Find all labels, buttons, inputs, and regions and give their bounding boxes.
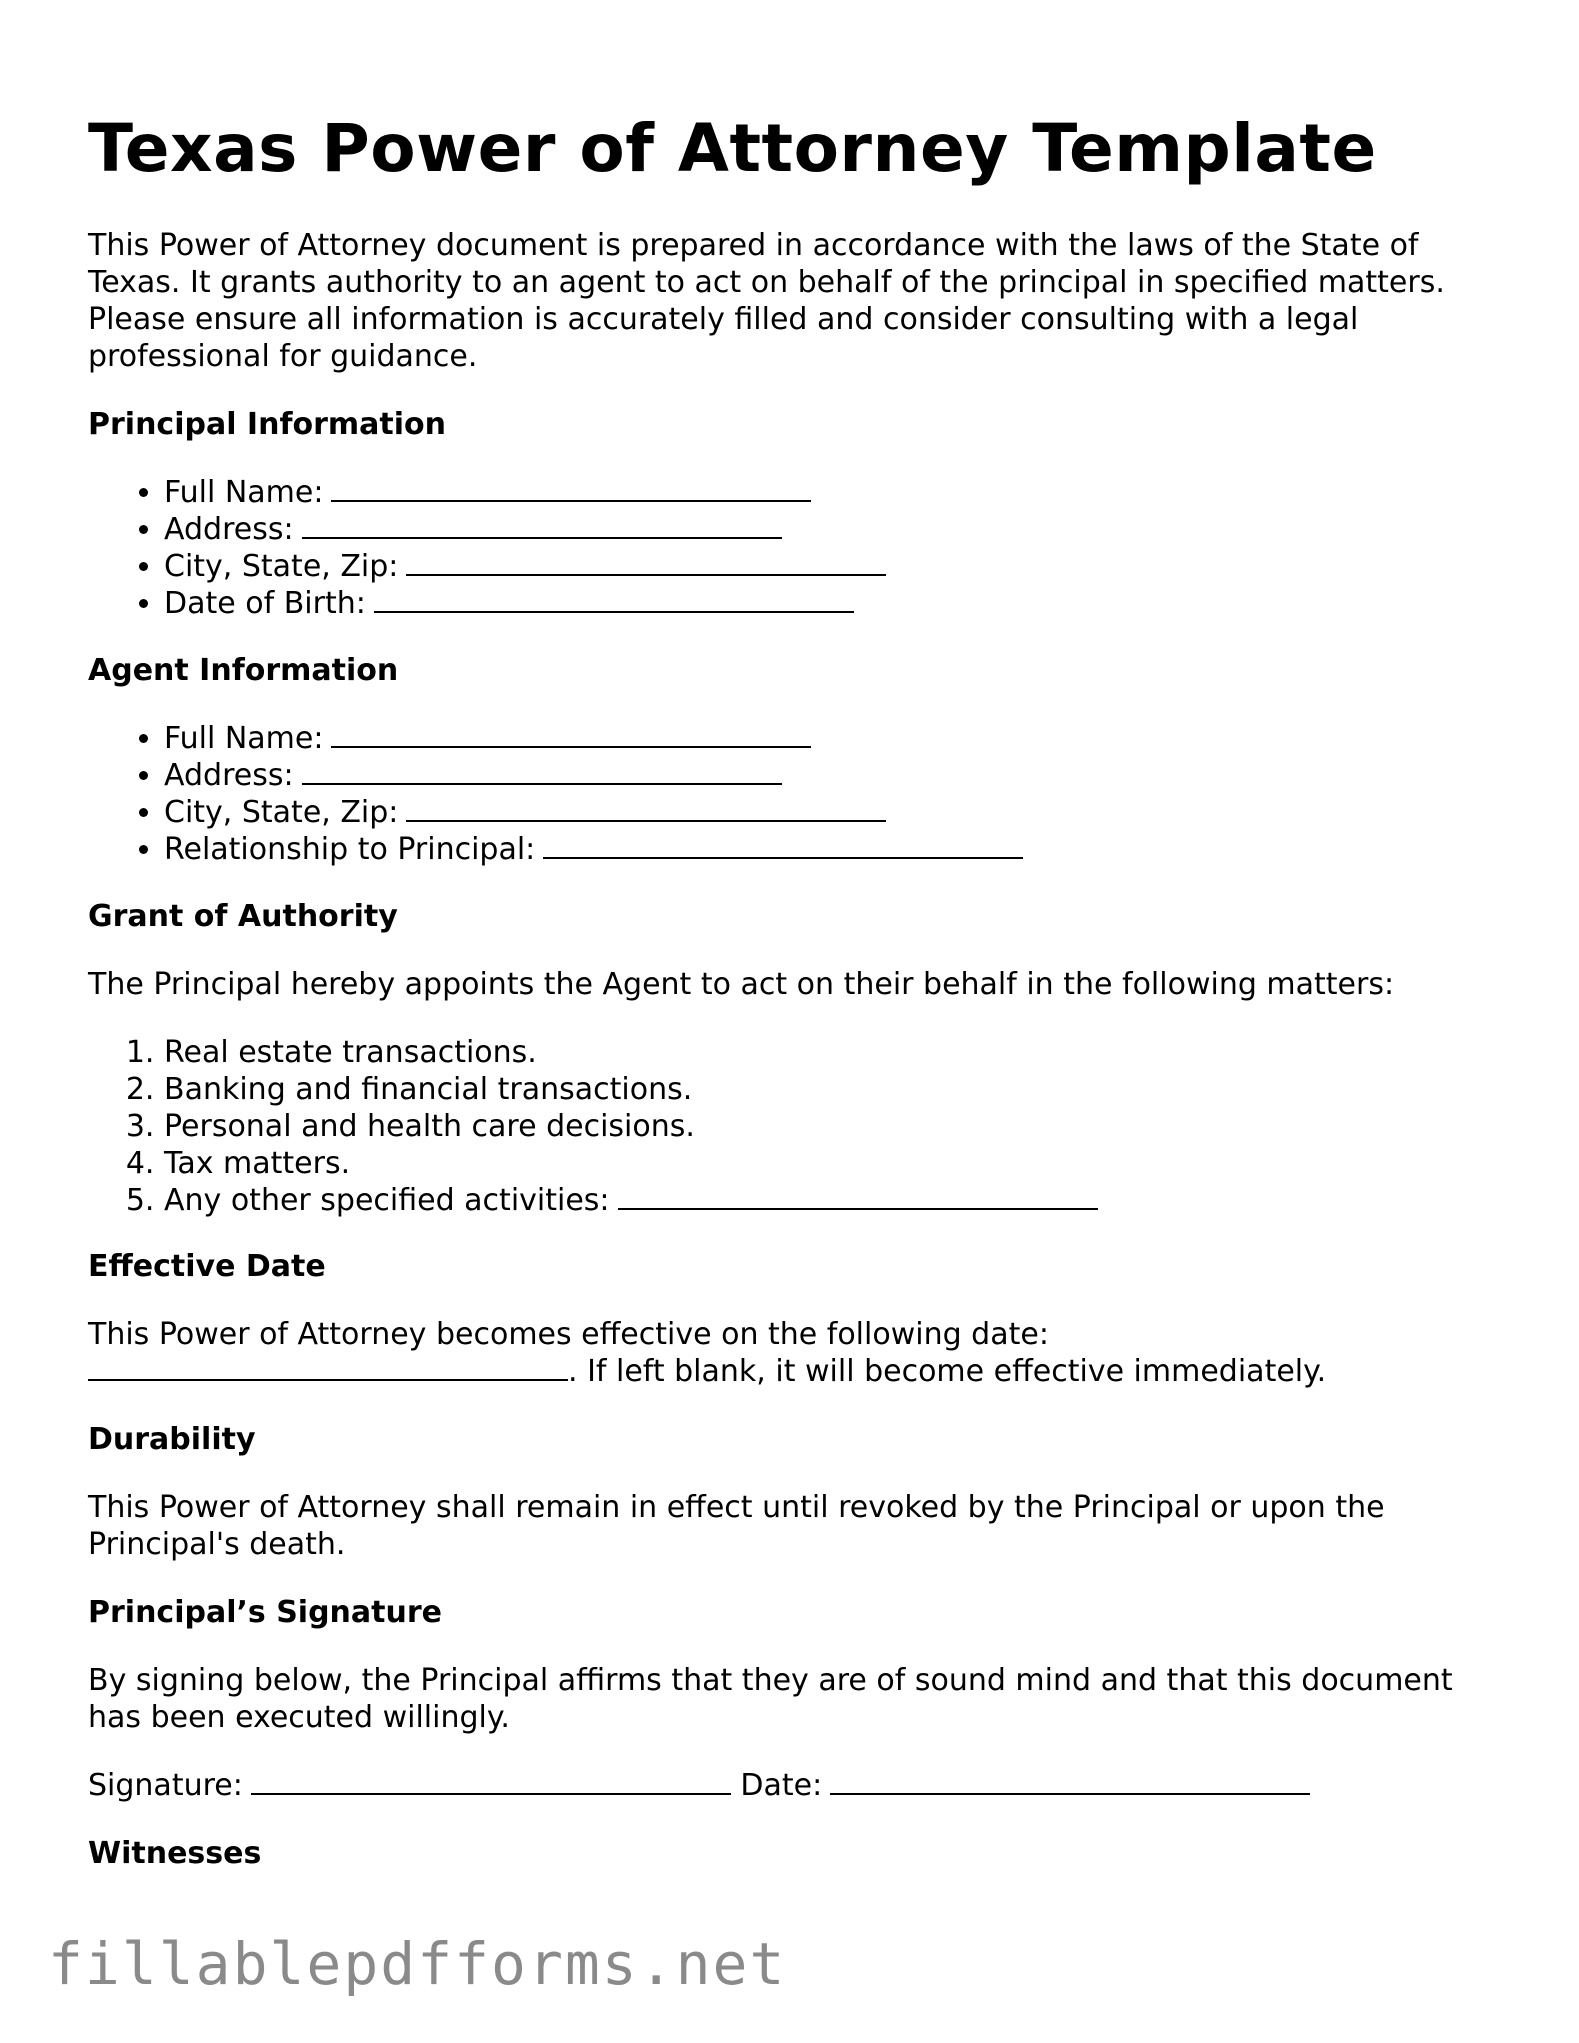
- signature-blank[interactable]: [251, 1767, 731, 1795]
- agent-fields-list: [88, 720, 1023, 868]
- page-title: Texas Power of Attorney Template: [88, 110, 1377, 187]
- full-name-blank[interactable]: [331, 474, 811, 502]
- signature-line: Signature: Date:: [88, 1767, 1310, 1804]
- other-activities-blank[interactable]: [618, 1182, 1098, 1210]
- agent-city-state-zip-blank[interactable]: [406, 794, 886, 822]
- signature-text: By signing below, the Principal affirms that they are of sound mind and that this document has been executed willingly.: [88, 1663, 1453, 1735]
- list-item: • City, State, Zip:: [164, 794, 1023, 831]
- list-item: • Relationship to Principal:: [164, 831, 1023, 868]
- authority-items-list: [88, 1034, 1098, 1219]
- agent-heading: Agent Information: [88, 653, 399, 688]
- list-item: • Full Name:: [164, 720, 1023, 757]
- effective-text: This Power of Attorney becomes effective on the following date: . If left blank, it will become effective immediately.: [88, 1317, 1327, 1389]
- address-blank[interactable]: [302, 511, 782, 539]
- witnesses-heading: Witnesses: [88, 1836, 262, 1871]
- principal-heading: Principal Information: [88, 407, 447, 442]
- list-item: • Address:: [164, 511, 886, 548]
- watermark: fillablepdfforms.net: [48, 1930, 787, 1998]
- list-item: • City, State, Zip:: [164, 548, 886, 585]
- signature-date-blank[interactable]: [830, 1767, 1310, 1795]
- principal-fields-list: [88, 474, 886, 622]
- effective-date-blank[interactable]: [88, 1353, 568, 1381]
- list-item: • Address:: [164, 757, 1023, 794]
- durability-heading: Durability: [88, 1422, 256, 1457]
- signature-heading: Principal’s Signature: [88, 1595, 442, 1630]
- list-item: 2. Banking and financial transactions.: [164, 1071, 1098, 1108]
- authority-text: The Principal hereby appoints the Agent to act on their behalf in the following matters:: [88, 967, 1395, 1002]
- list-item: • Full Name:: [164, 474, 886, 511]
- durability-text: This Power of Attorney shall remain in effect until revoked by the Principal or upon the Principal's death.: [88, 1490, 1385, 1562]
- list-item: 5. Any other specified activities:: [164, 1182, 1098, 1219]
- list-item: 1. Real estate transactions.: [164, 1034, 1098, 1071]
- authority-heading: Grant of Authority: [88, 899, 398, 934]
- relationship-blank[interactable]: [543, 831, 1023, 859]
- date-of-birth-blank[interactable]: [374, 585, 854, 613]
- agent-address-blank[interactable]: [302, 757, 782, 785]
- list-item: • Date of Birth:: [164, 585, 886, 622]
- list-item: 4. Tax matters.: [164, 1145, 1098, 1182]
- city-state-zip-blank[interactable]: [406, 548, 886, 576]
- list-item: 3. Personal and health care decisions.: [164, 1108, 1098, 1145]
- agent-full-name-blank[interactable]: [331, 720, 811, 748]
- effective-heading: Effective Date: [88, 1249, 326, 1284]
- intro-paragraph: This Power of Attorney document is prepared in accordance with the laws of the State of Texas. It grants authority to an agent to act on behalf of the principal in specified matters. Please ensure all information is accurately filled and consider consulting with a legal professional for guidance.: [88, 228, 1445, 374]
